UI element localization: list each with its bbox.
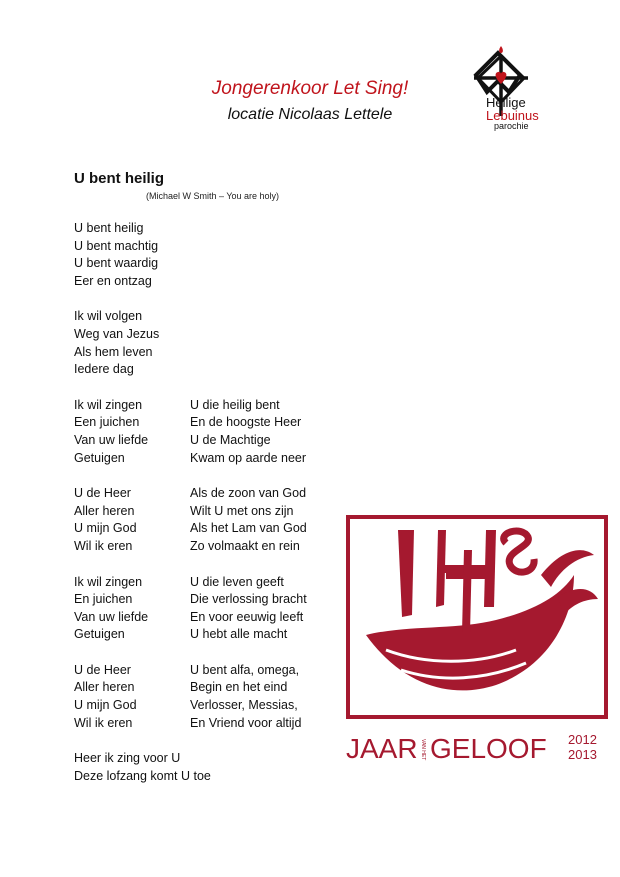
lyric-line: [74, 626, 354, 644]
lyric-line: [74, 715, 354, 733]
lyric-text-response: En voor eeuwig leeft: [190, 609, 304, 624]
stanza: [74, 485, 354, 555]
lyric-text: U mijn God: [74, 698, 137, 713]
lyric-text: Heer ik zing voor U: [74, 751, 181, 766]
stanza: [74, 750, 354, 785]
lyric-line: [74, 238, 354, 256]
lyric-line: [74, 361, 354, 379]
lyric-line: [74, 273, 354, 291]
lyric-line: [74, 574, 354, 592]
lyric-text-response: U bent alfa, omega,: [190, 662, 300, 677]
stanza: [74, 662, 354, 732]
lyric-text: U mijn God: [74, 521, 137, 536]
song-title: U bent heilig: [74, 170, 164, 187]
lyric-line: [74, 432, 354, 450]
lyric-line: [74, 450, 354, 468]
logo-word-jaar: JAAR: [346, 733, 418, 764]
lyric-line: [74, 255, 354, 273]
lyric-text: U bent heilig: [74, 221, 144, 235]
lyric-text: Aller heren: [74, 503, 135, 518]
lyric-text-response: U die heilig bent: [190, 397, 280, 412]
lyric-text: Een juichen: [74, 415, 140, 430]
stanza: [74, 220, 354, 290]
lyric-text: En juichen: [74, 592, 133, 607]
lyric-text: Eer en ontzag: [74, 273, 152, 288]
logo-year-start: 2012: [568, 732, 597, 747]
lyric-line: [74, 697, 354, 715]
lyric-line: [74, 503, 354, 521]
logo-year-end: 2013: [568, 747, 597, 762]
lyric-text: Aller heren: [74, 680, 135, 695]
lyric-text-response: U die leven geeft: [190, 574, 284, 589]
lyric-text: U de Heer: [74, 662, 131, 677]
parish-name-line2: Lebuinus: [486, 108, 539, 123]
lyric-line: [74, 520, 354, 538]
parish-name-line1: Heilige: [486, 95, 526, 110]
year-of-faith-logo: [346, 515, 608, 777]
location-subtitle: locatie Nicolaas Lettele: [227, 106, 393, 123]
lyric-line: [74, 609, 354, 627]
stanza: [74, 574, 354, 644]
lyric-text: Deze lofzang komt U toe: [74, 768, 211, 783]
stanza: [74, 397, 354, 467]
lyric-text-response: Wilt U met ons zijn: [190, 503, 294, 518]
stanza: [74, 308, 354, 378]
logo-word-geloof: GELOOF: [430, 733, 547, 764]
lyric-text-response: Als het Lam van God: [190, 521, 307, 536]
lyric-text: U bent machtig: [74, 238, 159, 253]
lyric-line: [74, 750, 354, 768]
lyric-line: [74, 220, 354, 238]
lyric-text: Wil ik eren: [74, 538, 133, 553]
lyric-text-response: En Vriend voor altijd: [190, 715, 302, 730]
choir-title: Jongerenkoor Let Sing!: [211, 78, 409, 99]
lyric-line: [74, 308, 354, 326]
lyric-line: [74, 538, 354, 556]
lyric-text: Als hem leven: [74, 344, 153, 359]
lyric-line: [74, 679, 354, 697]
lyric-text: Getuigen: [74, 450, 125, 465]
lyric-text-response: Begin en het eind: [190, 680, 288, 695]
lyric-text-response: Als de zoon van God: [190, 486, 307, 501]
lyric-text: U de Heer: [74, 486, 131, 501]
lyric-text: Weg van Jezus: [74, 326, 160, 341]
lyric-text: Ik wil volgen: [74, 309, 143, 324]
lyric-text: Van uw liefde: [74, 432, 149, 447]
lyric-line: [74, 344, 354, 362]
lyric-text: U bent waardig: [74, 256, 159, 271]
lyric-text: Ik wil zingen: [74, 574, 143, 589]
lyric-line: [74, 768, 354, 786]
lyric-text-response: En de hoogste Heer: [190, 415, 302, 430]
lyric-line: [74, 397, 354, 415]
lyric-line: [74, 591, 354, 609]
lyric-text-response: Zo volmaakt en rein: [190, 538, 300, 553]
lyric-line: [74, 485, 354, 503]
lyric-text-response: Die verlossing bracht: [190, 592, 307, 607]
lyric-line: [74, 326, 354, 344]
logo-connector: VAN HET: [420, 739, 426, 761]
lyric-text-response: Kwam op aarde neer: [190, 450, 307, 465]
lyrics: [74, 220, 354, 803]
lyric-text-response: U hebt alle macht: [190, 627, 288, 642]
parish-name-line3: parochie: [494, 121, 529, 131]
lyric-text: Iedere dag: [74, 362, 134, 377]
lyric-text: Wil ik eren: [74, 715, 133, 730]
lyric-text-response: Verlosser, Messias,: [190, 698, 298, 713]
lyric-text: Ik wil zingen: [74, 397, 143, 412]
parish-name: [486, 96, 576, 131]
lyric-line: [74, 662, 354, 680]
lyric-line: [74, 414, 354, 432]
song-credit: (Michael W Smith – You are holy): [146, 191, 280, 201]
lyric-text: Van uw liefde: [74, 609, 149, 624]
lyric-text: Getuigen: [74, 627, 125, 642]
lyric-text-response: U de Machtige: [190, 432, 271, 447]
